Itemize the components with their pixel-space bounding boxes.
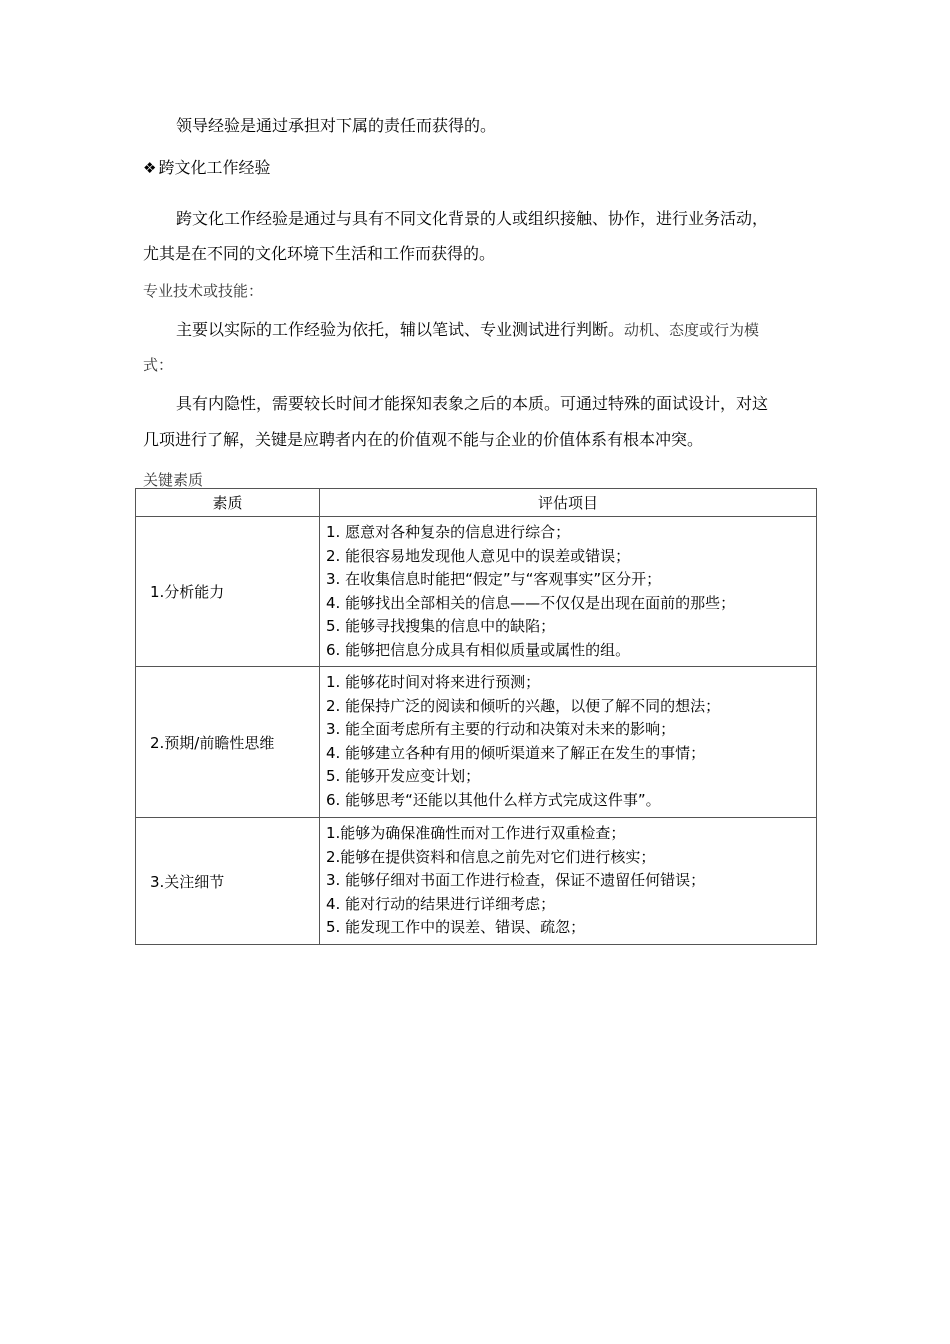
table-row [136,818,817,945]
heading-motive: 动机、态度或行为模 [624,321,760,339]
paragraph-cross-culture-line1: 跨文化工作经验是通过与具有不同文化背景的人或组织接触、协作，进行业务活动， [176,209,769,228]
list-item: 2. 能很容易地发现他人意见中的误差或错误； [326,546,631,565]
heading-cross-culture-text: 跨文化工作经验 [158,158,271,177]
list-item: 1. 能够花时间对将来进行预测； [326,673,541,691]
list-item: 6. 能够思考“还能以其他什么样方式完成这件事”。 [326,790,661,809]
header-evaluation: 评估项目 [320,489,817,517]
paragraph-motive-line2: 几项进行了解，关键是应聘者内在的价值观不能与企业的价值体系有根本冲突。 [143,430,704,449]
list-item: 5. 能够开发应变计划； [326,767,481,785]
list-item: 4. 能够建立各种有用的倾听渠道来了解正在发生的事情； [326,743,706,762]
paragraph-skill-main: 主要以实际的工作经验为依托，辅以笔试、专业测试进行判断。 [176,320,625,339]
list-item: 4. 能对行动的结果进行详细考虑； [326,894,556,913]
heading-cross-culture [143,158,270,178]
paragraph-skill [176,320,759,340]
list-item: 2. 能保持广泛的阅读和倾听的兴趣，以便了解不同的想法； [326,696,721,715]
paragraph-cross-culture-line2: 尤其是在不同的文化环境下生活和工作而获得的。 [143,244,496,263]
table-header-row [136,489,817,517]
paragraph-leadership: 领导经验是通过承担对下属的责任而获得的。 [176,116,497,135]
list-item: 2.能够在提供资料和信息之前先对它们进行核实； [326,847,656,866]
evaluation-list [326,822,816,940]
diamond-bullet-icon: ❖ [143,159,157,177]
paragraph-motive-line1: 具有内隐性，需要较长时间才能探知表象之后的本质。可通过特殊的面试设计，对这 [176,394,769,413]
table-caption: 关键素质 [143,471,204,489]
key-quality-table [135,488,817,945]
list-item: 3. 能全面考虑所有主要的行动和决策对未来的影响； [326,720,676,738]
list-item: 5. 能发现工作中的误差、错误、疏忽； [326,918,586,936]
list-item: 1.能够为确保准确性而对工作进行双重检查； [326,824,626,842]
list-item: 1. 愿意对各种复杂的信息进行综合； [326,523,571,541]
table-row [136,517,817,667]
evaluation-list [326,671,816,812]
heading-professional-skill: 专业技术或技能： [143,282,264,300]
list-item: 4. 能够找出全部相关的信息——不仅仅是出现在面前的那些； [326,593,736,612]
quality-attention-detail: 3.关注细节 [136,818,320,945]
list-item: 5. 能够寻找搜集的信息中的缺陷； [326,617,556,635]
quality-analytical: 1.分析能力 [136,517,320,667]
list-item: 3. 在收集信息时能把“假定”与“客观事实”区分开； [326,570,662,588]
quality-forward-thinking: 2.预期/前瞻性思维 [136,667,320,818]
evaluation-list [326,521,816,662]
heading-motive-tail: 式： [143,356,174,374]
table-row [136,667,817,818]
list-item: 3. 能够仔细对书面工作进行检查，保证不遗留任何错误； [326,871,706,889]
list-item: 6. 能够把信息分成具有相似质量或属性的组。 [326,640,631,659]
header-quality: 素质 [136,489,320,517]
